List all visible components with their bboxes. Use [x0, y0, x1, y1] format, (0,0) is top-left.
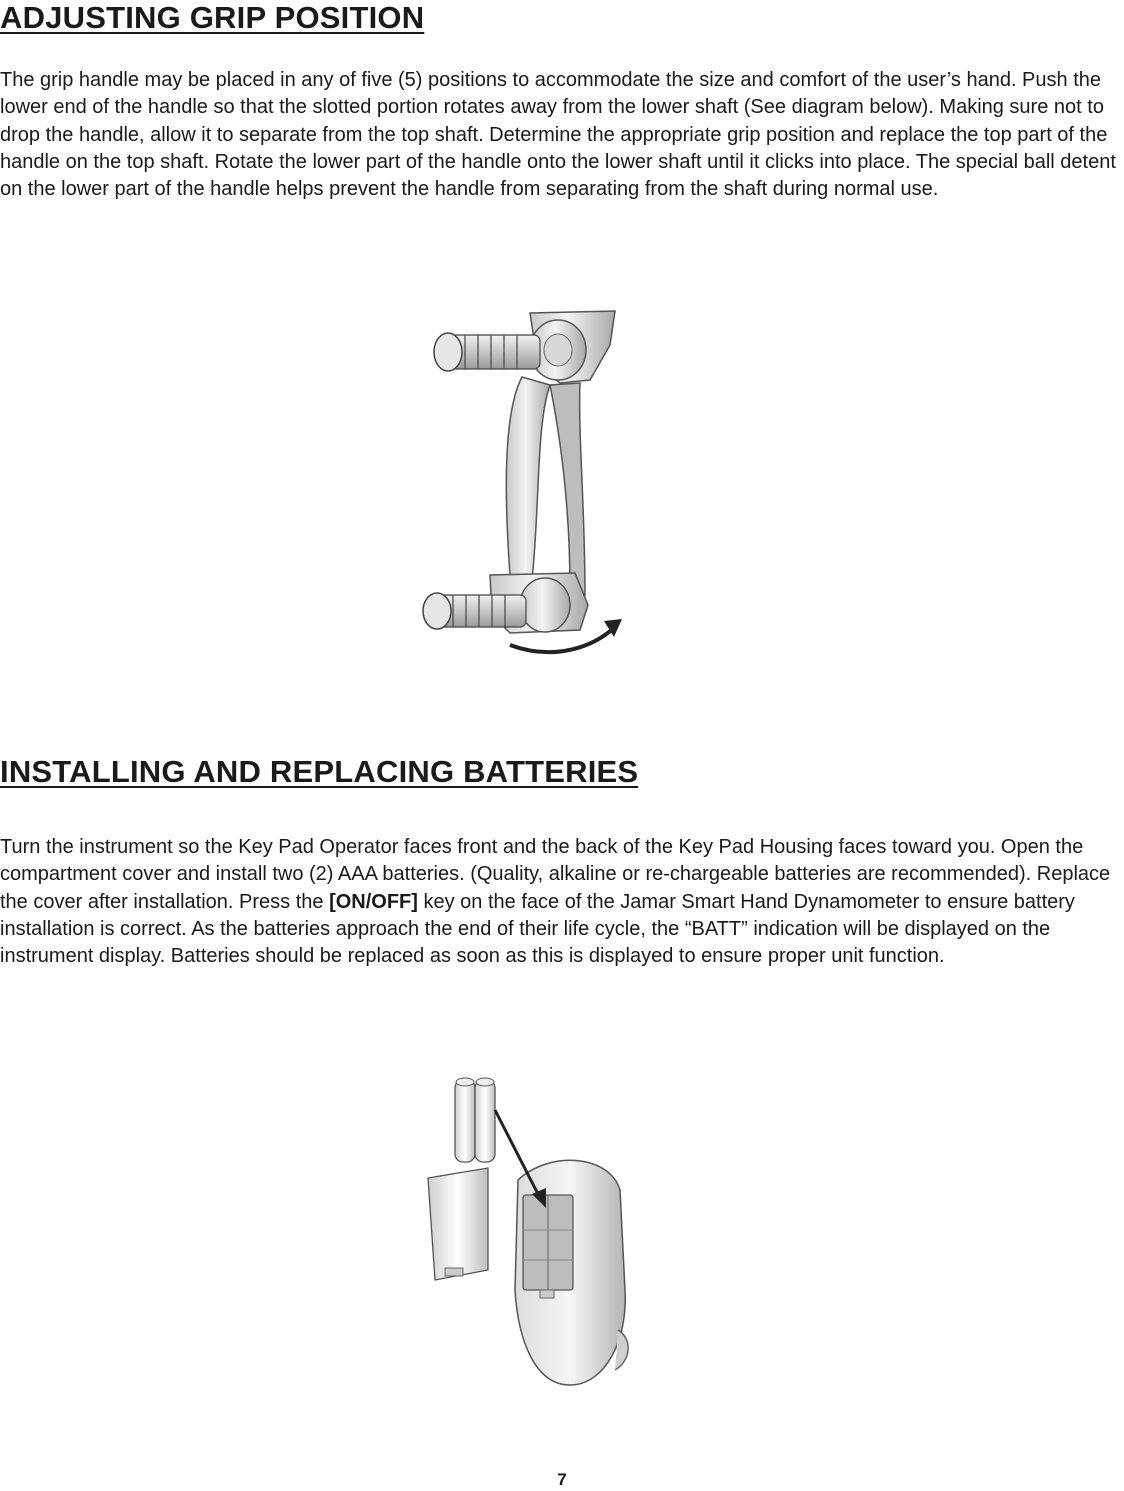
grip-handle-illustration — [410, 305, 640, 665]
section-title-batteries: INSTALLING AND REPLACING BATTERIES — [0, 754, 639, 789]
grip-instructions-paragraph: The grip handle may be placed in any of five (5) positions to accommodate the size and comfort of the user’s hand. Push the lower end of the handle so that the slotted portion rotates away from the lower shaft (See diagram below). Making sure not to drop the handle, allow it to separate from the top shaft. Determine the appropriate grip position and replace the top part of the handle on the top shaft. Rotate the lower part of the handle onto the lower shaft until it clicks into place. The special ball detent on the lower part of the handle helps prevent the handle from separating from the shaft during normal use. — [0, 69, 1116, 201]
battery-text-part-1: Turn the instrument so the Key Pad Operator faces front and the back of the Key Pad Housing faces toward you. Open the compartment cover and install two (2) AAA batteries. (Quality, alkaline or re-chargeable batteries are recommended). Replace the cover after installation. Press the — [0, 836, 1111, 913]
battery-compartment-illustration — [400, 1070, 640, 1390]
battery-instructions-paragraph — [0, 834, 1124, 970]
section-title-adjusting-grip: ADJUSTING GRIP POSITION — [0, 0, 425, 35]
page-number: 7 — [557, 1470, 567, 1489]
on-off-key-label: [ON/OFF] — [329, 890, 418, 913]
battery-text-part-2: key on the face of the Jamar Smart Hand Dynamometer to ensure battery installation is correct. As the batteries approach the end of their life cycle, the “BATT” indication will be displayed on the instrument display. Batteries should be replaced as soon as this is displayed to ensure proper unit function. — [0, 890, 1075, 968]
